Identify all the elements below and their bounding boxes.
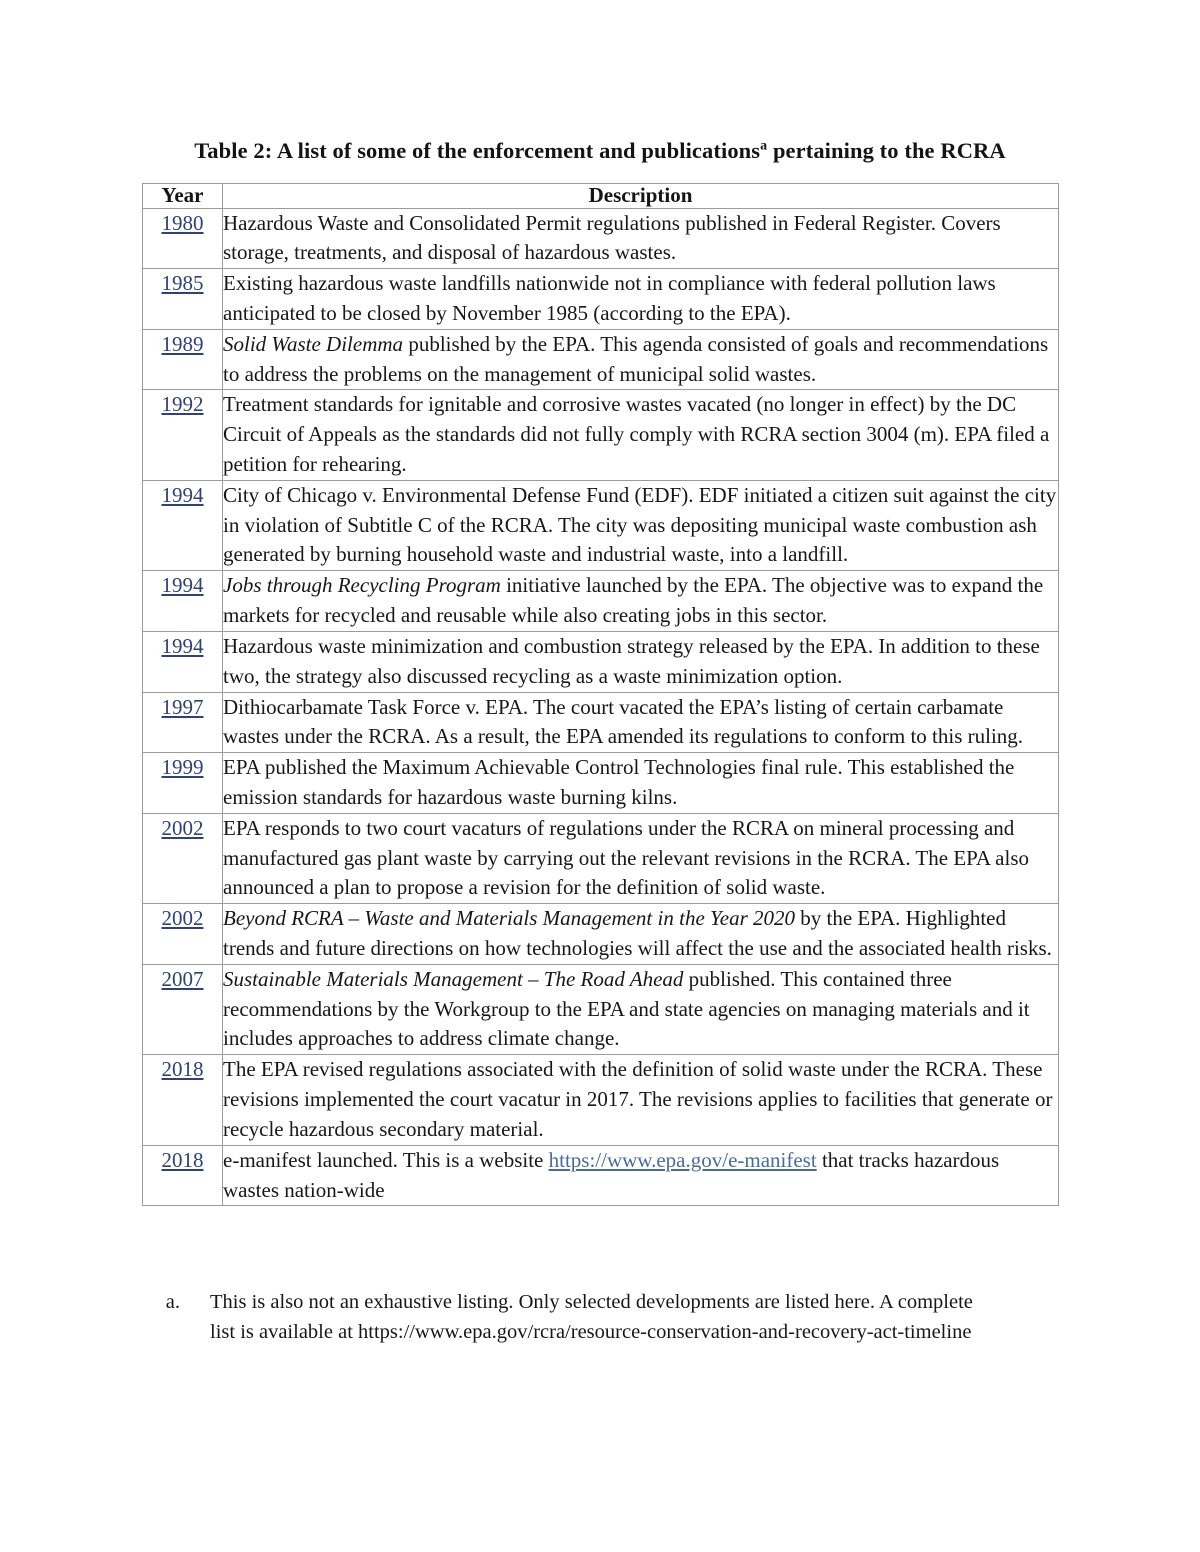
column-header-description: Description: [223, 184, 1059, 209]
year-link[interactable]: 1980: [161, 210, 204, 235]
table-row: [143, 1145, 1059, 1206]
description-text: published by the EPA. This agenda consisted of goals and recommendations to address the problems on the management of municipal solid wastes.: [223, 331, 1049, 386]
description-text: Dithiocarbamate Task Force v. EPA. The court vacated the EPA’s listing of certain carbamate wastes under the RCRA. As a result, the EPA amended its regulations to conform to this ruling.: [223, 694, 1024, 749]
description-text: Hazardous waste minimization and combustion strategy released by the EPA. In addition to these two, the strategy also discussed recycling as a waste minimization option.: [223, 633, 1040, 688]
year-link[interactable]: 1989: [161, 331, 204, 356]
year-cell: [143, 1055, 223, 1145]
table-row: [143, 964, 1059, 1054]
table-row: [143, 571, 1059, 632]
description-text: Hazardous Waste and Consolidated Permit regulations published in Federal Register. Covers storage, treatments, and disposal of hazardous wastes.: [223, 210, 1001, 265]
rcra-timeline-table: [142, 183, 1059, 1206]
publication-title: Solid Waste Dilemma: [223, 331, 404, 356]
publication-title: Jobs through Recycling Program: [223, 573, 501, 598]
table-container: [142, 183, 1058, 1206]
description-cell: [223, 813, 1059, 903]
description-cell: [223, 269, 1059, 330]
footnote-row: [142, 1288, 1058, 1347]
description-text: EPA published the Maximum Achievable Control Technologies final rule. This established the emission standards for hazardous waste burning kilns.: [223, 755, 1015, 809]
year-link[interactable]: 2018: [161, 1057, 204, 1082]
table-row: [143, 480, 1059, 570]
year-link[interactable]: 1999: [161, 755, 204, 780]
year-link[interactable]: 2002: [161, 906, 204, 931]
footnote: [142, 1288, 1058, 1347]
description-text: e-manifest launched. This is a website: [223, 1147, 549, 1172]
table-caption-prefix: Table 2: A list of some of the enforcement and publications: [194, 138, 761, 163]
description-cell: [223, 480, 1059, 570]
description-text: initiative launched by the EPA. The objective was to expand the markets for recycled and reusable while also creating jobs in this sector.: [223, 573, 1044, 628]
year-link[interactable]: 1997: [161, 694, 204, 719]
description-text: The EPA revised regulations associated with the definition of solid waste under the RCRA. These revisions implemented the court vacatur in 2017. The revisions applies to facilities that generate or recycle hazardous secondary material.: [223, 1057, 1053, 1141]
description-text: by the EPA. Highlighted trends and future directions on how technologies will affect the use and the associated health risks.: [223, 906, 1052, 961]
year-link[interactable]: 2018: [161, 1147, 204, 1172]
description-text: Treatment standards for ignitable and corrosive wastes vacated (no longer in effect) by the DC Circuit of Appeals as the standards did not fully comply with RCRA section 3004 (m). EPA filed a petition for rehearing.: [223, 392, 1050, 477]
description-text: Existing hazardous waste landfills nationwide not in compliance with federal pollution laws anticipated to be closed by November 1985 (according to the EPA).: [223, 271, 996, 325]
table-row: [143, 631, 1059, 692]
year-cell: [143, 753, 223, 814]
year-cell: [143, 329, 223, 390]
footnote-text: This is also not an exhaustive listing. Only selected developments are listed here. A complete list is available at https://www.epa.gov/rcra/resource-conservation-and-recovery-act-timeline: [210, 1291, 973, 1343]
description-cell: [223, 571, 1059, 632]
description-cell: [223, 208, 1059, 269]
description-cell: [223, 631, 1059, 692]
year-cell: [143, 692, 223, 753]
table-row: [143, 390, 1059, 480]
table-row: [143, 1055, 1059, 1145]
year-cell: [143, 904, 223, 965]
table-body: [143, 208, 1059, 1206]
description-text: City of Chicago v. Environmental Defense Fund (EDF). EDF initiated a citizen suit against the city in violation of Subtitle C of the RCRA. The city was depositing municipal waste combustion ash generated by burning household waste and industrial waste, into a landfill.: [223, 482, 1057, 567]
table-row: [143, 208, 1059, 269]
table-row: [143, 692, 1059, 753]
year-link[interactable]: 2002: [161, 815, 204, 840]
table-row: [143, 753, 1059, 814]
description-cell: [223, 692, 1059, 753]
year-cell: [143, 631, 223, 692]
description-text: EPA responds to two court vacaturs of regulations under the RCRA on mineral processing and manufactured gas plant waste by carrying out the relevant revisions in the RCRA. The EPA also announced a plan to propose a revision for the definition of solid waste.: [223, 815, 1029, 900]
description-cell: [223, 329, 1059, 390]
year-cell: [143, 964, 223, 1054]
year-cell: [143, 208, 223, 269]
table-row: [143, 269, 1059, 330]
publication-title: Sustainable Materials Management – The Road Ahead: [223, 966, 684, 991]
footnote-marker: a.: [165, 1291, 180, 1313]
description-cell: [223, 390, 1059, 480]
table-row: [143, 813, 1059, 903]
description-cell: [223, 904, 1059, 965]
year-link[interactable]: 2007: [161, 966, 204, 991]
year-cell: [143, 1145, 223, 1206]
column-header-year: Year: [143, 184, 223, 209]
year-link[interactable]: 1994: [161, 482, 204, 507]
year-cell: [143, 480, 223, 570]
description-cell: [223, 753, 1059, 814]
year-cell: [143, 390, 223, 480]
year-link[interactable]: 1992: [161, 392, 204, 417]
table-row: [143, 904, 1059, 965]
description-text-trailing: that tracks hazardous wastes nation-wide: [223, 1147, 1000, 1202]
table-caption-suffix: pertaining to the RCRA: [767, 138, 1006, 163]
year-link[interactable]: 1994: [161, 633, 204, 658]
table-header-row: [143, 184, 1059, 209]
external-link[interactable]: https://www.epa.gov/e-manifest: [548, 1147, 817, 1172]
description-cell: [223, 1145, 1059, 1206]
description-cell: [223, 964, 1059, 1054]
table-caption: [142, 138, 1058, 164]
description-cell: [223, 1055, 1059, 1145]
footnote-marker-superscript: a: [760, 138, 768, 154]
table-row: [143, 329, 1059, 390]
year-cell: [143, 269, 223, 330]
year-cell: [143, 571, 223, 632]
table-header: [143, 184, 1059, 209]
publication-title: Beyond RCRA – Waste and Materials Management in the Year 2020: [223, 906, 796, 931]
year-link[interactable]: 1994: [161, 573, 204, 598]
year-cell: [143, 813, 223, 903]
year-link[interactable]: 1985: [161, 271, 204, 296]
description-text: published. This contained three recommendations by the Workgroup to the EPA and state agencies on managing materials and it includes approaches to address climate change.: [223, 966, 1030, 1051]
